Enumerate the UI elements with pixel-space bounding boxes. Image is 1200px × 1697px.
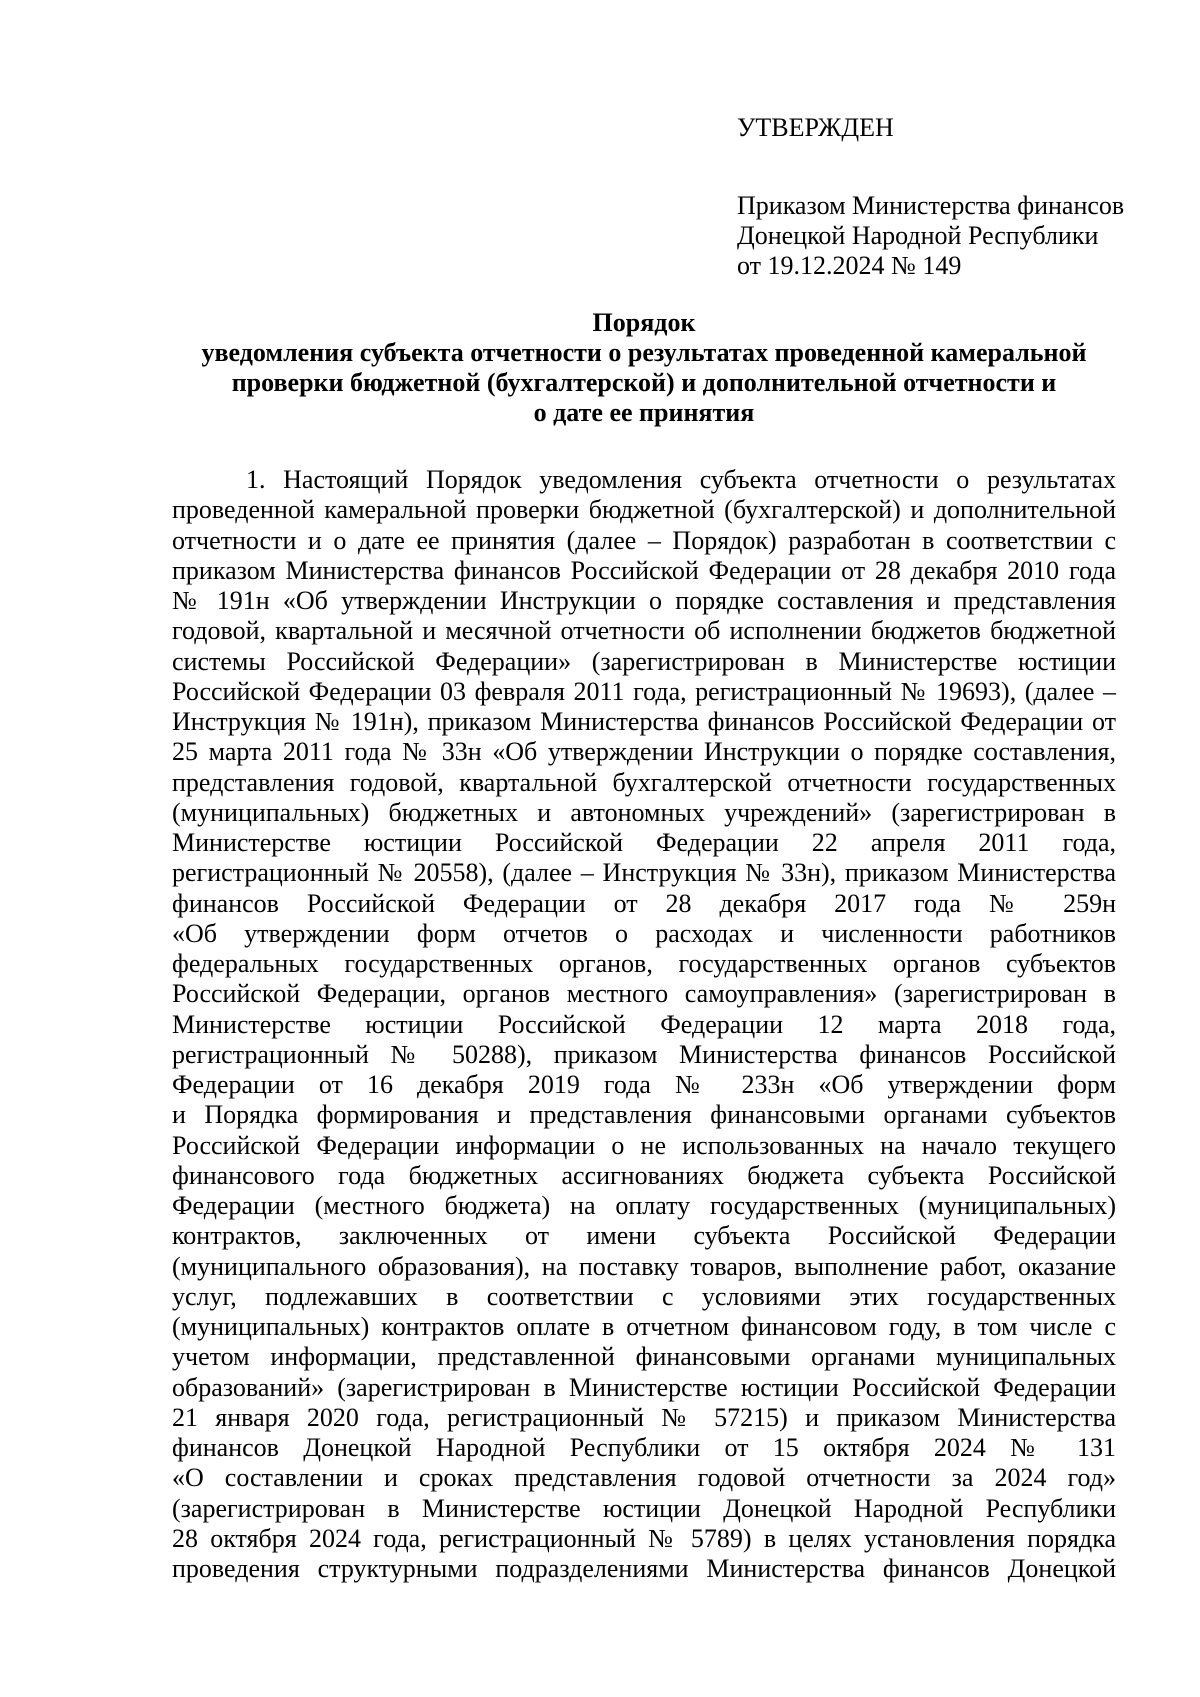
text-line: системы Российской Федерации» (зарегистрирован в Министерстве юстиции xyxy=(172,646,1116,676)
text-line: приказом Министерства финансов Российской Федерации от 28 декабря 2010 года xyxy=(172,555,1116,585)
text-line: Министерстве юстиции Российской Федерации 22 апреля 2011 года, xyxy=(172,828,1116,857)
text-line: 21 января 2020 года, регистрационный № 57215) и приказом Министерства xyxy=(172,1402,1116,1432)
text-line: Инструкция № 191н), приказом Министерства финансов Российской Федерации от xyxy=(172,707,1116,736)
text-line: финансов Донецкой Народной Республики от 15 октября 2024 № 131 xyxy=(172,1433,1116,1462)
text-line: (муниципального образования), на поставку товаров, выполнение работ, оказание xyxy=(172,1251,1116,1281)
text-line: образований» (зарегистрирован в Министерстве юстиции Российской Федерации xyxy=(172,1372,1116,1402)
text-line: (муниципальных) контрактов оплате в отчетном финансовом году, в том числе с xyxy=(172,1312,1116,1341)
text-line: № 191н «Об утверждении Инструкции о порядке составления и представления xyxy=(172,586,1116,615)
text-line: 28 октября 2024 года, регистрационный № 5789) в целях установления порядка xyxy=(172,1523,1116,1553)
text-line: финансового года бюджетных ассигнованиях бюджета субъекта Российской xyxy=(172,1160,1116,1190)
approval-line: Донецкой Народной Республики xyxy=(737,221,1099,250)
text-line: контрактов, заключенных от имени субъекта Российской Федерации xyxy=(172,1221,1116,1251)
text-line: Российской Федерации 03 февраля 2011 года, регистрационный № 19693), (далее – xyxy=(172,676,1116,706)
text-line: «Об утверждении форм отчетов о расходах и численности работников xyxy=(172,918,1116,948)
text-line: проведенной камеральной проверки бюджетной (бухгалтерской) и дополнительной xyxy=(172,495,1116,525)
text-line: представления годовой, квартальной бухгалтерской отчетности государственных xyxy=(172,767,1116,797)
text-line: Российской Федерации информации о не использованных на начало текущего xyxy=(172,1130,1116,1160)
text-line: Российской Федерации, органов местного самоуправления» (зарегистрирован в xyxy=(172,979,1116,1009)
text-line: 1. Настоящий Порядок уведомления субъекта отчетности о результатах xyxy=(246,465,1116,494)
text-line: финансов Российской Федерации от 28 декабря 2017 года № 259н xyxy=(172,888,1116,918)
text-line: 25 марта 2011 года № 33н «Об утверждении Инструкции о порядке составления, xyxy=(172,737,1116,767)
text-line: регистрационный № 50288), приказом Министерства финансов Российской xyxy=(172,1039,1116,1069)
text-line: учетом информации, представленной финансовыми органами муниципальных xyxy=(172,1342,1116,1372)
text-line: федеральных государственных органов, государственных органов субъектов xyxy=(172,949,1116,978)
text-line: годовой, квартальной и месячной отчетности об исполнении бюджетов бюджетной xyxy=(172,616,1116,646)
text-line: проведения структурными подразделениями Министерства финансов Донецкой xyxy=(172,1554,1116,1583)
approval-stamp: УТВЕРЖДЕН xyxy=(737,113,894,142)
text-line: Министерстве юстиции Российской Федерации 12 марта 2018 года, xyxy=(172,1009,1116,1039)
text-line: отчетности и о дате ее принятия (далее – Порядок) разработан в соответствии с xyxy=(172,525,1116,555)
approval-line: Приказом Министерства финансов xyxy=(737,191,1125,220)
text-line: (зарегистрирован в Министерстве юстиции Донецкой Народной Республики xyxy=(172,1493,1116,1523)
text-line: регистрационный № 20558), (далее – Инструкция № 33н), приказом Министерства xyxy=(172,858,1116,888)
document-title xyxy=(172,308,1116,428)
text-line: (муниципальных) бюджетных и автономных учреждений» (зарегистрирован в xyxy=(172,797,1116,827)
paragraph-1 xyxy=(172,465,1116,1584)
title-line: о дате ее принятия xyxy=(533,398,755,427)
text-line: «О составлении и сроках представления годовой отчетности за 2024 год» xyxy=(172,1463,1116,1493)
title-line: уведомления субъекта отчетности о результатах проведенной камеральной xyxy=(201,338,1087,367)
approval-line: от 19.12.2024 № 149 xyxy=(737,251,962,280)
text-line: Федерации от 16 декабря 2019 года № 233н «Об утверждении форм xyxy=(172,1070,1116,1099)
text-line: и Порядка формирования и представления финансовыми органами субъектов xyxy=(172,1100,1116,1130)
title-line: проверки бюджетной (бухгалтерской) и дополнительной отчетности и xyxy=(231,368,1057,397)
approval-block xyxy=(737,113,1124,281)
text-line: Федерации (местного бюджета) на оплату государственных (муниципальных) xyxy=(172,1191,1116,1220)
title-line: Порядок xyxy=(592,308,696,337)
text-line: услуг, подлежавших в соответствии с условиями этих государственных xyxy=(172,1281,1116,1311)
